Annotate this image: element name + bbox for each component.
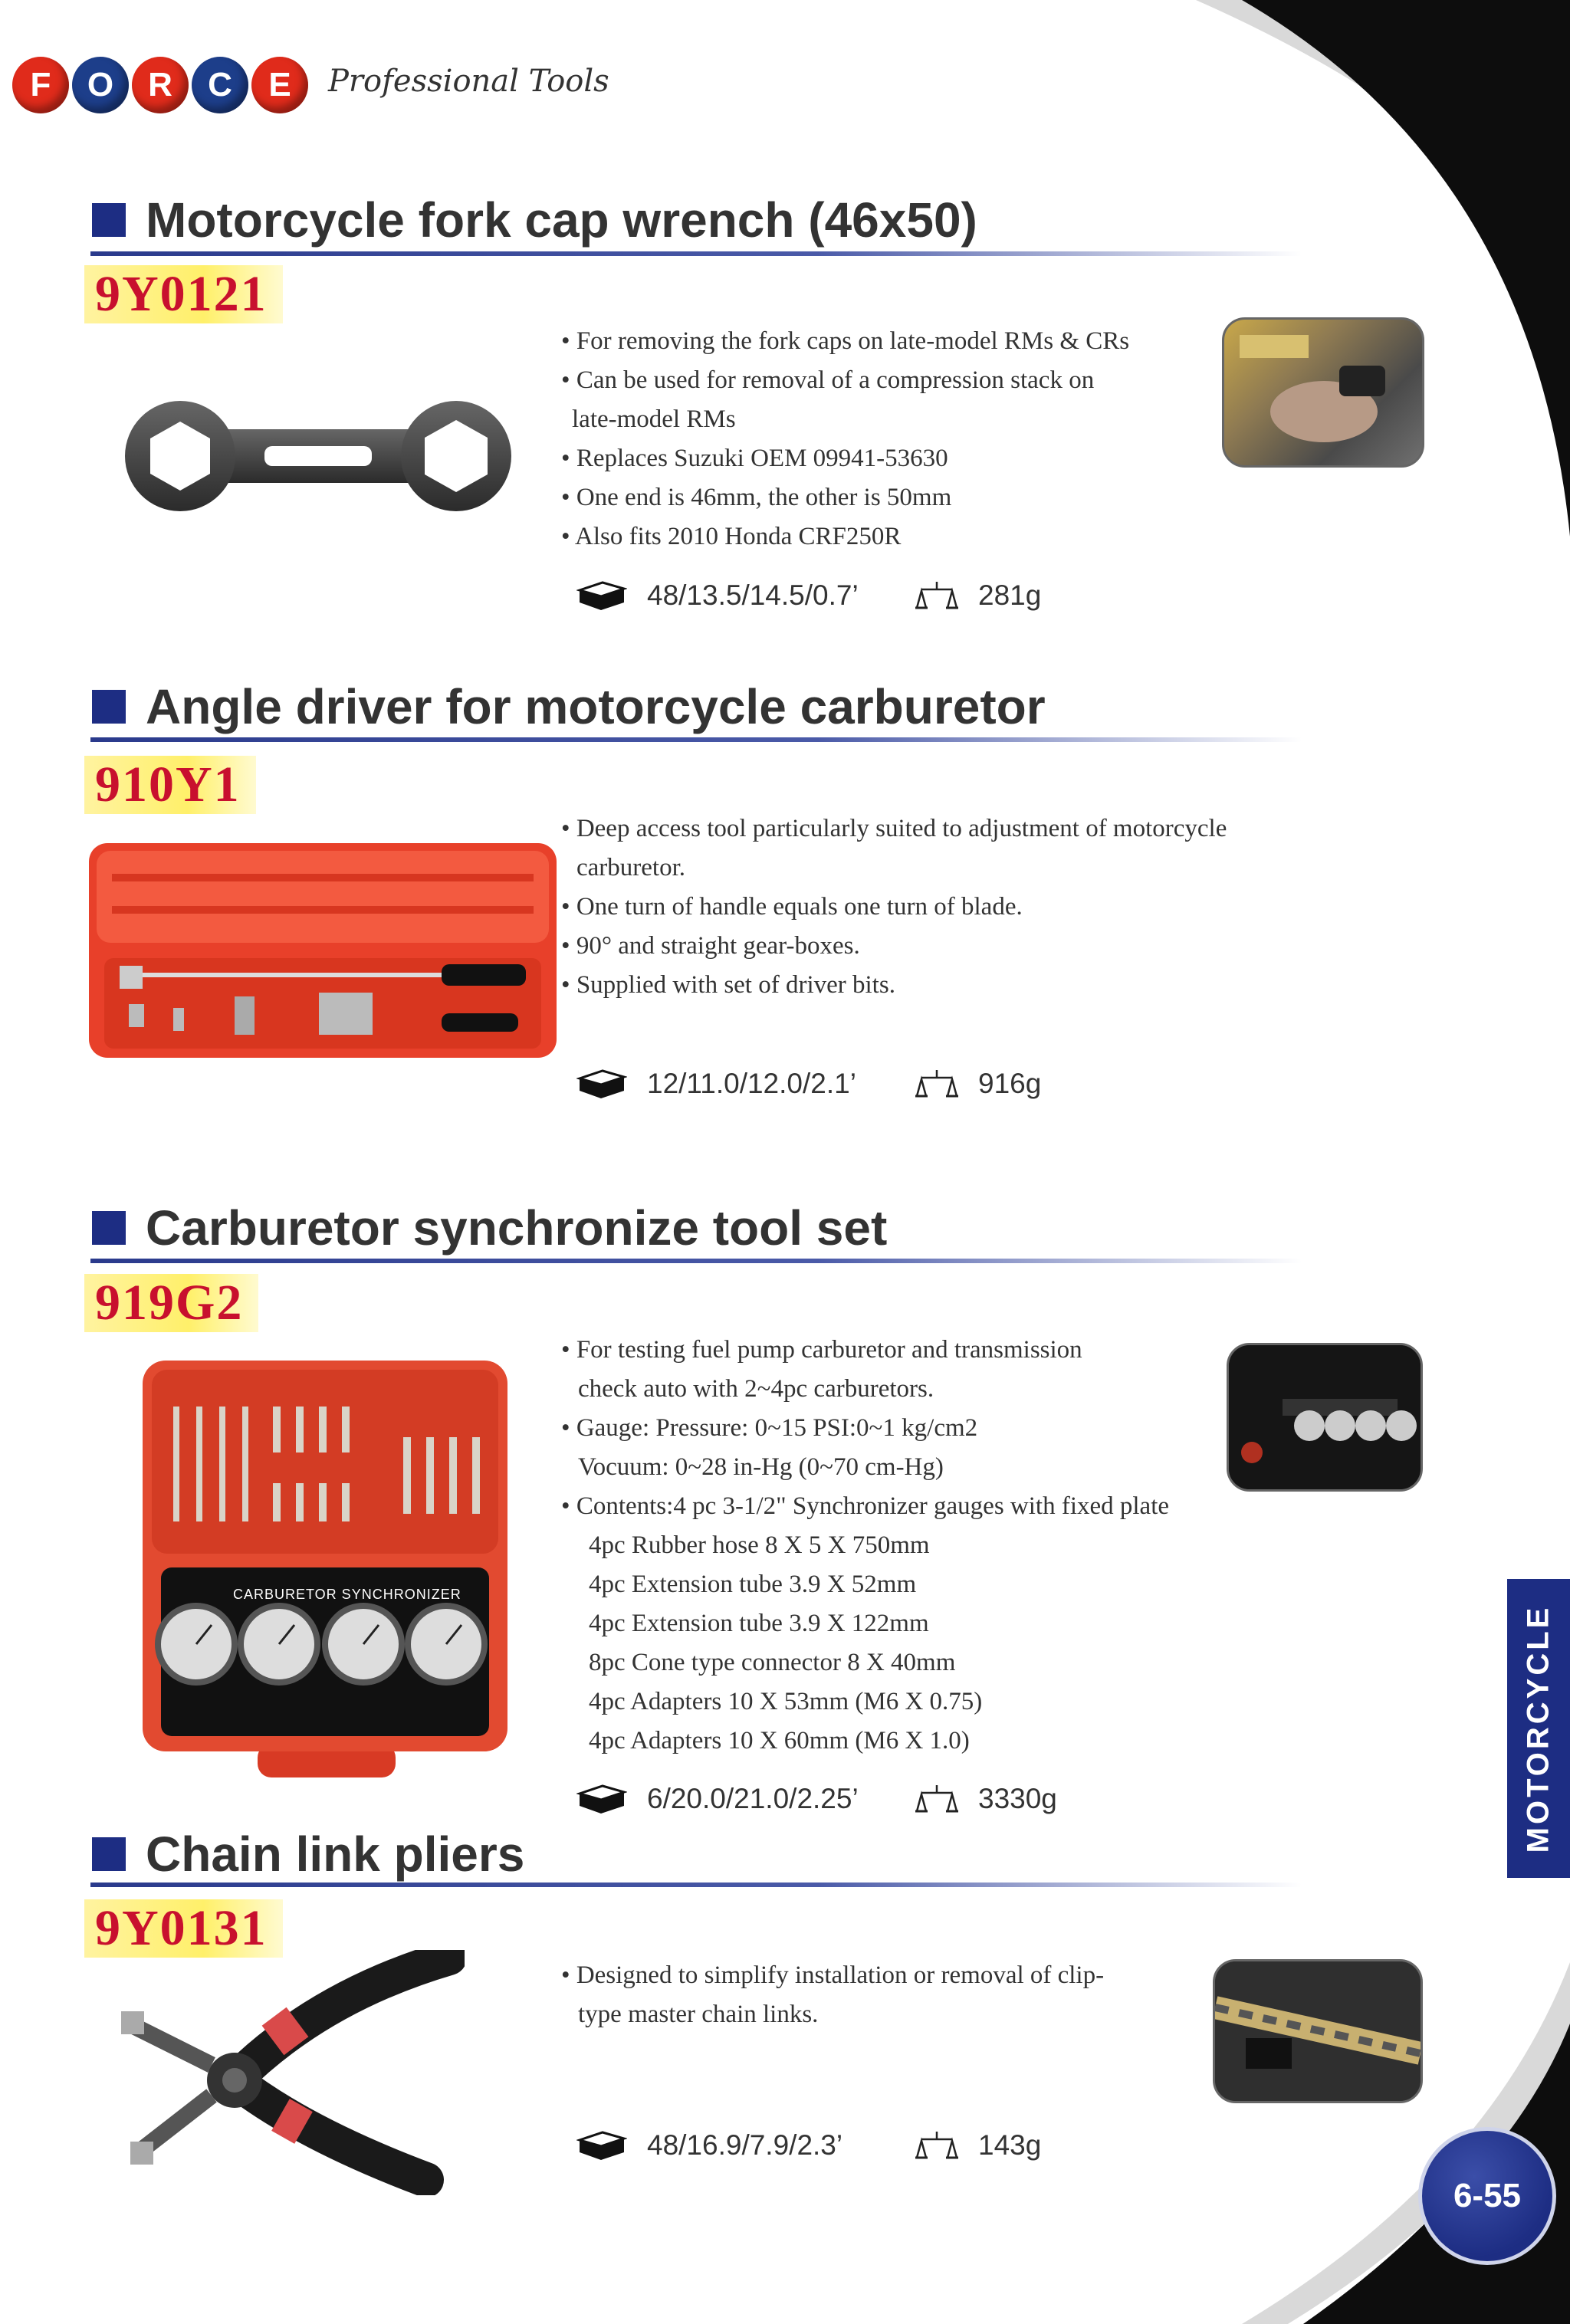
logo-letter: C	[192, 57, 248, 113]
usage-photo	[1227, 1343, 1423, 1492]
box-icon	[576, 1783, 627, 1815]
title-underline	[90, 251, 1302, 256]
usage-photo	[1222, 317, 1424, 468]
force-logo	[12, 57, 609, 113]
box-icon	[576, 579, 627, 612]
product-code: 9Y0121	[84, 265, 283, 323]
feature-item: • One turn of handle equals one turn of blade.	[561, 893, 1023, 921]
feature-item-cont: 4pc Adapters 10 X 53mm (M6 X 0.75)	[589, 1688, 983, 1715]
bullet-square-icon	[92, 690, 126, 724]
weight: 3330g	[978, 1783, 1057, 1814]
scale-icon	[915, 1782, 958, 1816]
feature-item-cont: 4pc Adapters 10 X 60mm (M6 X 1.0)	[589, 1727, 970, 1754]
product-code: 919G2	[84, 1274, 258, 1332]
dimensions: 12/11.0/12.0/2.1’	[647, 1068, 856, 1099]
feature-item: • For testing fuel pump carburetor and transmission	[561, 1336, 1082, 1364]
feature-item-cont: 4pc Rubber hose 8 X 5 X 750mm	[589, 1531, 930, 1559]
carburetor-synchronizer-case-image	[143, 1361, 507, 1779]
feature-item: • Also fits 2010 Honda CRF250R	[561, 523, 902, 550]
product-code: 910Y1	[84, 756, 256, 814]
page-number: 6-55	[1418, 2127, 1556, 2265]
usage-photo	[1213, 1959, 1423, 2103]
product-title: Carburetor synchronize tool set	[92, 1200, 887, 1256]
dimensions: 48/16.9/7.9/2.3’	[647, 2129, 843, 2161]
feature-item-cont: Vocuum: 0~28 in-Hg (0~70 cm-Hg)	[578, 1453, 944, 1481]
section-side-tab	[1507, 1579, 1570, 1878]
chain-link-pliers-image	[120, 1950, 465, 2195]
feature-list	[561, 322, 1129, 556]
product-title: Motorcycle fork cap wrench (46x50)	[92, 192, 977, 248]
feature-list	[561, 1956, 1104, 2034]
angle-driver-case-image	[89, 843, 557, 1058]
spec-row	[576, 1067, 1041, 1101]
feature-list	[561, 809, 1227, 1005]
title-underline	[90, 737, 1302, 742]
weight: 281g	[978, 579, 1042, 611]
dimensions: 48/13.5/14.5/0.7’	[647, 579, 859, 611]
scale-icon	[915, 1067, 958, 1101]
bullet-square-icon	[92, 1837, 126, 1871]
feature-item-cont: 8pc Cone type connector 8 X 40mm	[589, 1649, 956, 1676]
scale-icon	[915, 579, 958, 612]
scale-icon	[915, 2129, 958, 2162]
bullet-square-icon	[92, 203, 126, 237]
side-tab-label: MOTORCYCLE	[1521, 1604, 1555, 1853]
feature-item: • For removing the fork caps on late-model RMs & CRs	[561, 327, 1130, 355]
dimensions: 6/20.0/21.0/2.25’	[647, 1783, 859, 1814]
spec-row	[576, 1782, 1057, 1816]
spec-row	[576, 579, 1041, 612]
feature-item: • Can be used for removal of a compression stack on	[561, 366, 1095, 394]
feature-item-cont: late-model RMs	[572, 405, 736, 433]
logo-tagline: Professional Tools	[328, 64, 609, 99]
feature-item: • One end is 46mm, the other is 50mm	[561, 484, 952, 511]
feature-item-cont: 4pc Extension tube 3.9 X 52mm	[589, 1571, 917, 1598]
product-code: 9Y0131	[84, 1899, 283, 1958]
bullet-square-icon	[92, 1211, 126, 1245]
title-underline	[90, 1883, 1302, 1887]
weight: 916g	[978, 1068, 1042, 1099]
feature-item: • Designed to simplify installation or removal of clip-	[561, 1961, 1105, 1989]
feature-item: • Gauge: Pressure: 0~15 PSI:0~1 kg/cm2	[561, 1414, 978, 1442]
box-icon	[576, 2129, 627, 2162]
logo-letter: O	[72, 57, 129, 113]
feature-item: • Supplied with set of driver bits.	[561, 971, 895, 999]
feature-item-cont: 4pc Extension tube 3.9 X 122mm	[589, 1610, 929, 1637]
feature-item-cont: check auto with 2~4pc carburetors.	[578, 1375, 934, 1403]
case-label: CARBURETOR SYNCHRONIZER	[233, 1587, 461, 1602]
box-icon	[576, 1068, 627, 1100]
feature-item: • Replaces Suzuki OEM 09941-53630	[561, 445, 948, 472]
logo-letter: E	[251, 57, 308, 113]
product-title: Chain link pliers	[92, 1826, 524, 1883]
weight: 143g	[978, 2129, 1042, 2161]
spec-row	[576, 2129, 1041, 2162]
logo-letter: F	[12, 57, 69, 113]
fork-cap-wrench-image	[123, 399, 514, 514]
feature-item: • Contents:4 pc 3-1/2" Synchronizer gauges with fixed plate	[561, 1492, 1170, 1520]
feature-item: • 90° and straight gear-boxes.	[561, 932, 860, 960]
feature-list	[561, 1331, 1169, 1761]
logo-letter: R	[132, 57, 189, 113]
feature-item-cont: carburetor.	[576, 854, 686, 881]
feature-item-cont: type master chain links.	[578, 2001, 819, 2028]
product-title: Angle driver for motorcycle carburetor	[92, 678, 1046, 735]
title-underline	[90, 1259, 1302, 1263]
feature-item: • Deep access tool particularly suited to adjustment of motorcycle	[561, 815, 1227, 842]
